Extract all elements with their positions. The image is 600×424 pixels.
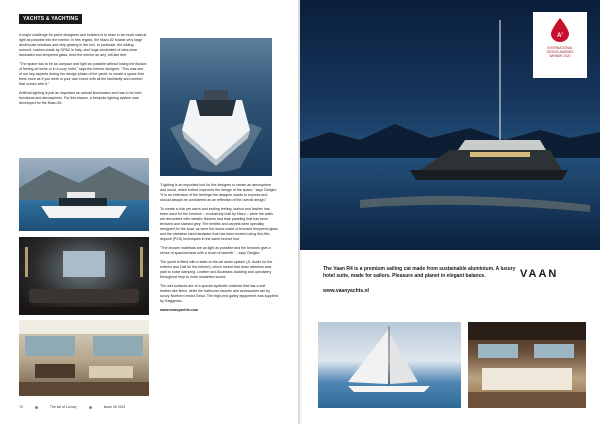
advert-website[interactable]: www.vaanyachts.nl <box>323 288 369 294</box>
paragraph: "The space has to be as compact and light as possible without losing the illusion of feeling at home or in a cozy hotel," says the interior designer. "This was one of our key aspects during the design phase of the yacht: to create a space that feels more as if you were in your own home with all the familiarity and comfort that comes with it." <box>19 62 147 86</box>
yacht-front-illustration <box>160 38 272 176</box>
paragraph: Artificial lighting is just as important as natural illumination and has to be both functional and atmospheric. For this reason, a bespoke lighting system was developed for the Mazu 82. <box>19 91 142 105</box>
yacht-side-illustration <box>19 158 149 231</box>
advert-copy: The Vaan R4 is a premium sailing cat made from sustainable aluminium. A luxury hotel suite, made for sailors. Pleasure and planet in elegant balance. <box>323 266 516 279</box>
award-line-1: INTERNATIONAL <box>547 46 573 50</box>
cabin-interior-photo <box>468 322 586 408</box>
catamaran-hero-photo <box>300 0 600 250</box>
article-column-b <box>160 183 278 317</box>
paragraph: "The chosen materials are as light as possible and the textures give a sense of spaciousness with a touch of warmth" – says Özdglm. <box>160 246 271 255</box>
article-column-a <box>19 33 147 110</box>
article-website[interactable]: www.mazuyachts.com <box>160 308 199 312</box>
yacht-front-photo <box>160 38 272 176</box>
cinema-lounge-photo <box>19 237 149 315</box>
issue-label: Issue 49 2021 <box>103 405 126 409</box>
svg-text:A': A' <box>557 33 563 39</box>
salon-interior-photo <box>19 320 149 396</box>
section-tag: YACHTS & YACHTING <box>19 14 82 24</box>
award-drop-icon <box>551 18 569 42</box>
paragraph: The yacht is fitted with a state-of-the-art audio system (JL Audio for the exterior and Dali for the interior), which meant that close attention was paid to noise damping. Leather and Alcantara cladding and upholstery throughout help to mute unwanted sound. <box>160 260 273 279</box>
sailing-illustration <box>318 322 461 408</box>
right-page-advert <box>300 0 600 424</box>
design-award-badge <box>533 12 587 78</box>
paragraph: The wet surfaces are of a special synthetic material that has a soft leather-like finish, while the bathroom faucets and accessories are by luxury Northern brand Gessi. The high-end galley equipment was supplied by Gaggenau. <box>160 284 278 303</box>
paragraph: To create a chic yet warm and inviting feeling, walnut and leather has been used for the furniture – exclusively built by Mazu – while the walls are decorated with metallic finishes and teak paneling that has been textured and stained grey. The textiles and carpets were specially designed for the boat, as were the doors made of bronzed tempered glass and the stainless steel hardware that has been treated using thin-film deposit (PVD) techniques in the same bronze hue. <box>160 207 278 241</box>
yacht-side-photo <box>19 158 149 231</box>
page-footer <box>19 405 126 409</box>
award-line-3: WINNER 2020 <box>549 54 571 58</box>
magazine-name: The Art of Luxury <box>49 405 77 409</box>
page-gutter <box>298 0 302 424</box>
paragraph: A major challenge for yacht designers and builders is to draw in as much natural light as possible into the interior. In this regard, the Mazu 82 boasts very large deckhouse windows and strip glazing in the hull. In particular, the sliding sunroof, custom-made by OPAC in Italy, and huge windshield of ultra-clear laminated and tempered glass, bred the interior an airy, loft-like feel. <box>19 33 147 57</box>
sailing-catamaran-photo <box>318 322 461 408</box>
paragraph: "Lighting is an important tool for the designer to create an atmosphere and mood, which further improves the design of the space," says Özdglm. "It is an extension of the feelings the designer wants to express and should always be considered as an reflection of the overall design." <box>160 183 278 202</box>
cabin-illustration <box>468 322 586 408</box>
bullet-icon <box>89 406 92 409</box>
award-line-2: DESIGN AWARDS <box>546 50 574 54</box>
bullet-icon <box>35 406 38 409</box>
salon-illustration <box>19 320 149 396</box>
cinema-illustration <box>19 237 149 315</box>
page-number: 70 <box>19 405 23 409</box>
vaan-logo: VAAN <box>520 268 559 280</box>
